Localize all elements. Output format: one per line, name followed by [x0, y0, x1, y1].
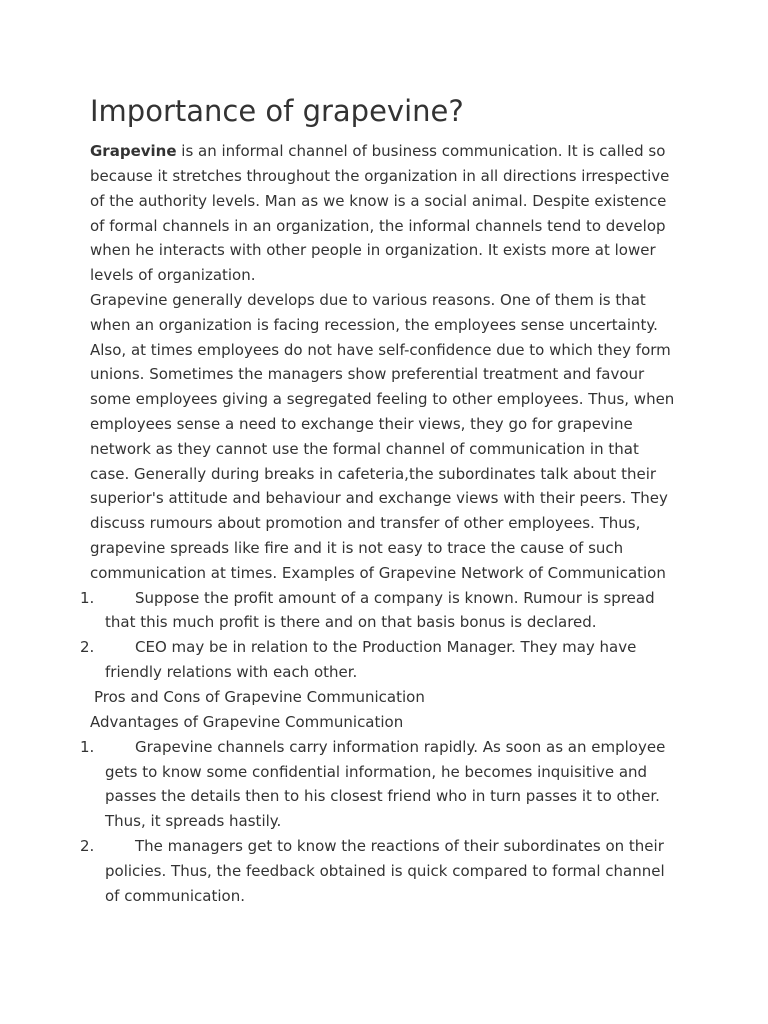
list-item-line: Thus, it spreads hastily. [105, 812, 282, 830]
paragraph-line: unions. Sometimes the managers show preferential treatment and favour [90, 365, 645, 383]
list-item-line: Grapevine channels carry information rapidly. As soon as an employee [135, 738, 666, 756]
paragraph-line: of formal channels in an organization, the informal channels tend to develop [90, 217, 666, 235]
paragraph-line: levels of organization. [90, 266, 256, 284]
paragraph-line: communication at times. Examples of Grapevine Network of Communication [90, 564, 666, 582]
list-item-line: passes the details then to his closest friend who in turn passes it to other. [105, 787, 660, 805]
advantages-heading: Advantages of Grapevine Communication [90, 713, 404, 731]
list-item-line: Suppose the profit amount of a company is known. Rumour is spread [135, 589, 655, 607]
paragraph-line: discuss rumours about promotion and transfer of other employees. Thus, [90, 514, 641, 532]
paragraph-line: grapevine spreads like fire and it is not easy to trace the cause of such [90, 539, 624, 557]
list-item-line: CEO may be in relation to the Production Manager. They may have [135, 638, 637, 656]
list-item-line: The managers get to know the reactions of their subordinates on their [135, 837, 664, 855]
list-item-line: of communication. [105, 887, 245, 905]
page-title: Importance of grapevine? [90, 94, 464, 128]
paragraph-line: when an organization is facing recession, the employees sense uncertainty. [90, 316, 658, 334]
grapevine-term: Grapevine [90, 142, 177, 160]
pros-cons-heading: Pros and Cons of Grapevine Communication [94, 688, 425, 706]
intro-line-text: is an informal channel of business communication. It is called so [176, 142, 666, 160]
list-item-line: that this much profit is there and on that basis bonus is declared. [105, 613, 597, 631]
paragraph-line [90, 141, 665, 161]
paragraph-line: of the authority levels. Man as we know is a social animal. Despite existence [90, 192, 667, 210]
paragraph-line: Also, at times employees do not have self-confidence due to which they form [90, 341, 671, 359]
list-item-line: policies. Thus, the feedback obtained is quick compared to formal channel [105, 862, 665, 880]
paragraph-line: when he interacts with other people in organization. It exists more at lower [90, 241, 656, 259]
list-item-line: gets to know some confidential information, he becomes inquisitive and [105, 763, 648, 781]
list-number: 2. [80, 837, 95, 855]
paragraph-line: because it stretches throughout the organization in all directions irrespective [90, 167, 670, 185]
paragraph-line: superior's attitude and behaviour and exchange views with their peers. They [90, 489, 668, 507]
paragraph-line: case. Generally during breaks in cafeteria,the subordinates talk about their [90, 465, 657, 483]
list-number: 1. [80, 738, 95, 756]
paragraph-line: some employees giving a segregated feeling to other employees. Thus, when [90, 390, 675, 408]
paragraph-line: Grapevine generally develops due to various reasons. One of them is that [90, 291, 646, 309]
list-item-line: friendly relations with each other. [105, 663, 358, 681]
paragraph-line: employees sense a need to exchange their views, they go for grapevine [90, 415, 633, 433]
list-number: 2. [80, 638, 95, 656]
list-number: 1. [80, 589, 95, 607]
paragraph-line: network as they cannot use the formal channel of communication in that [90, 440, 639, 458]
